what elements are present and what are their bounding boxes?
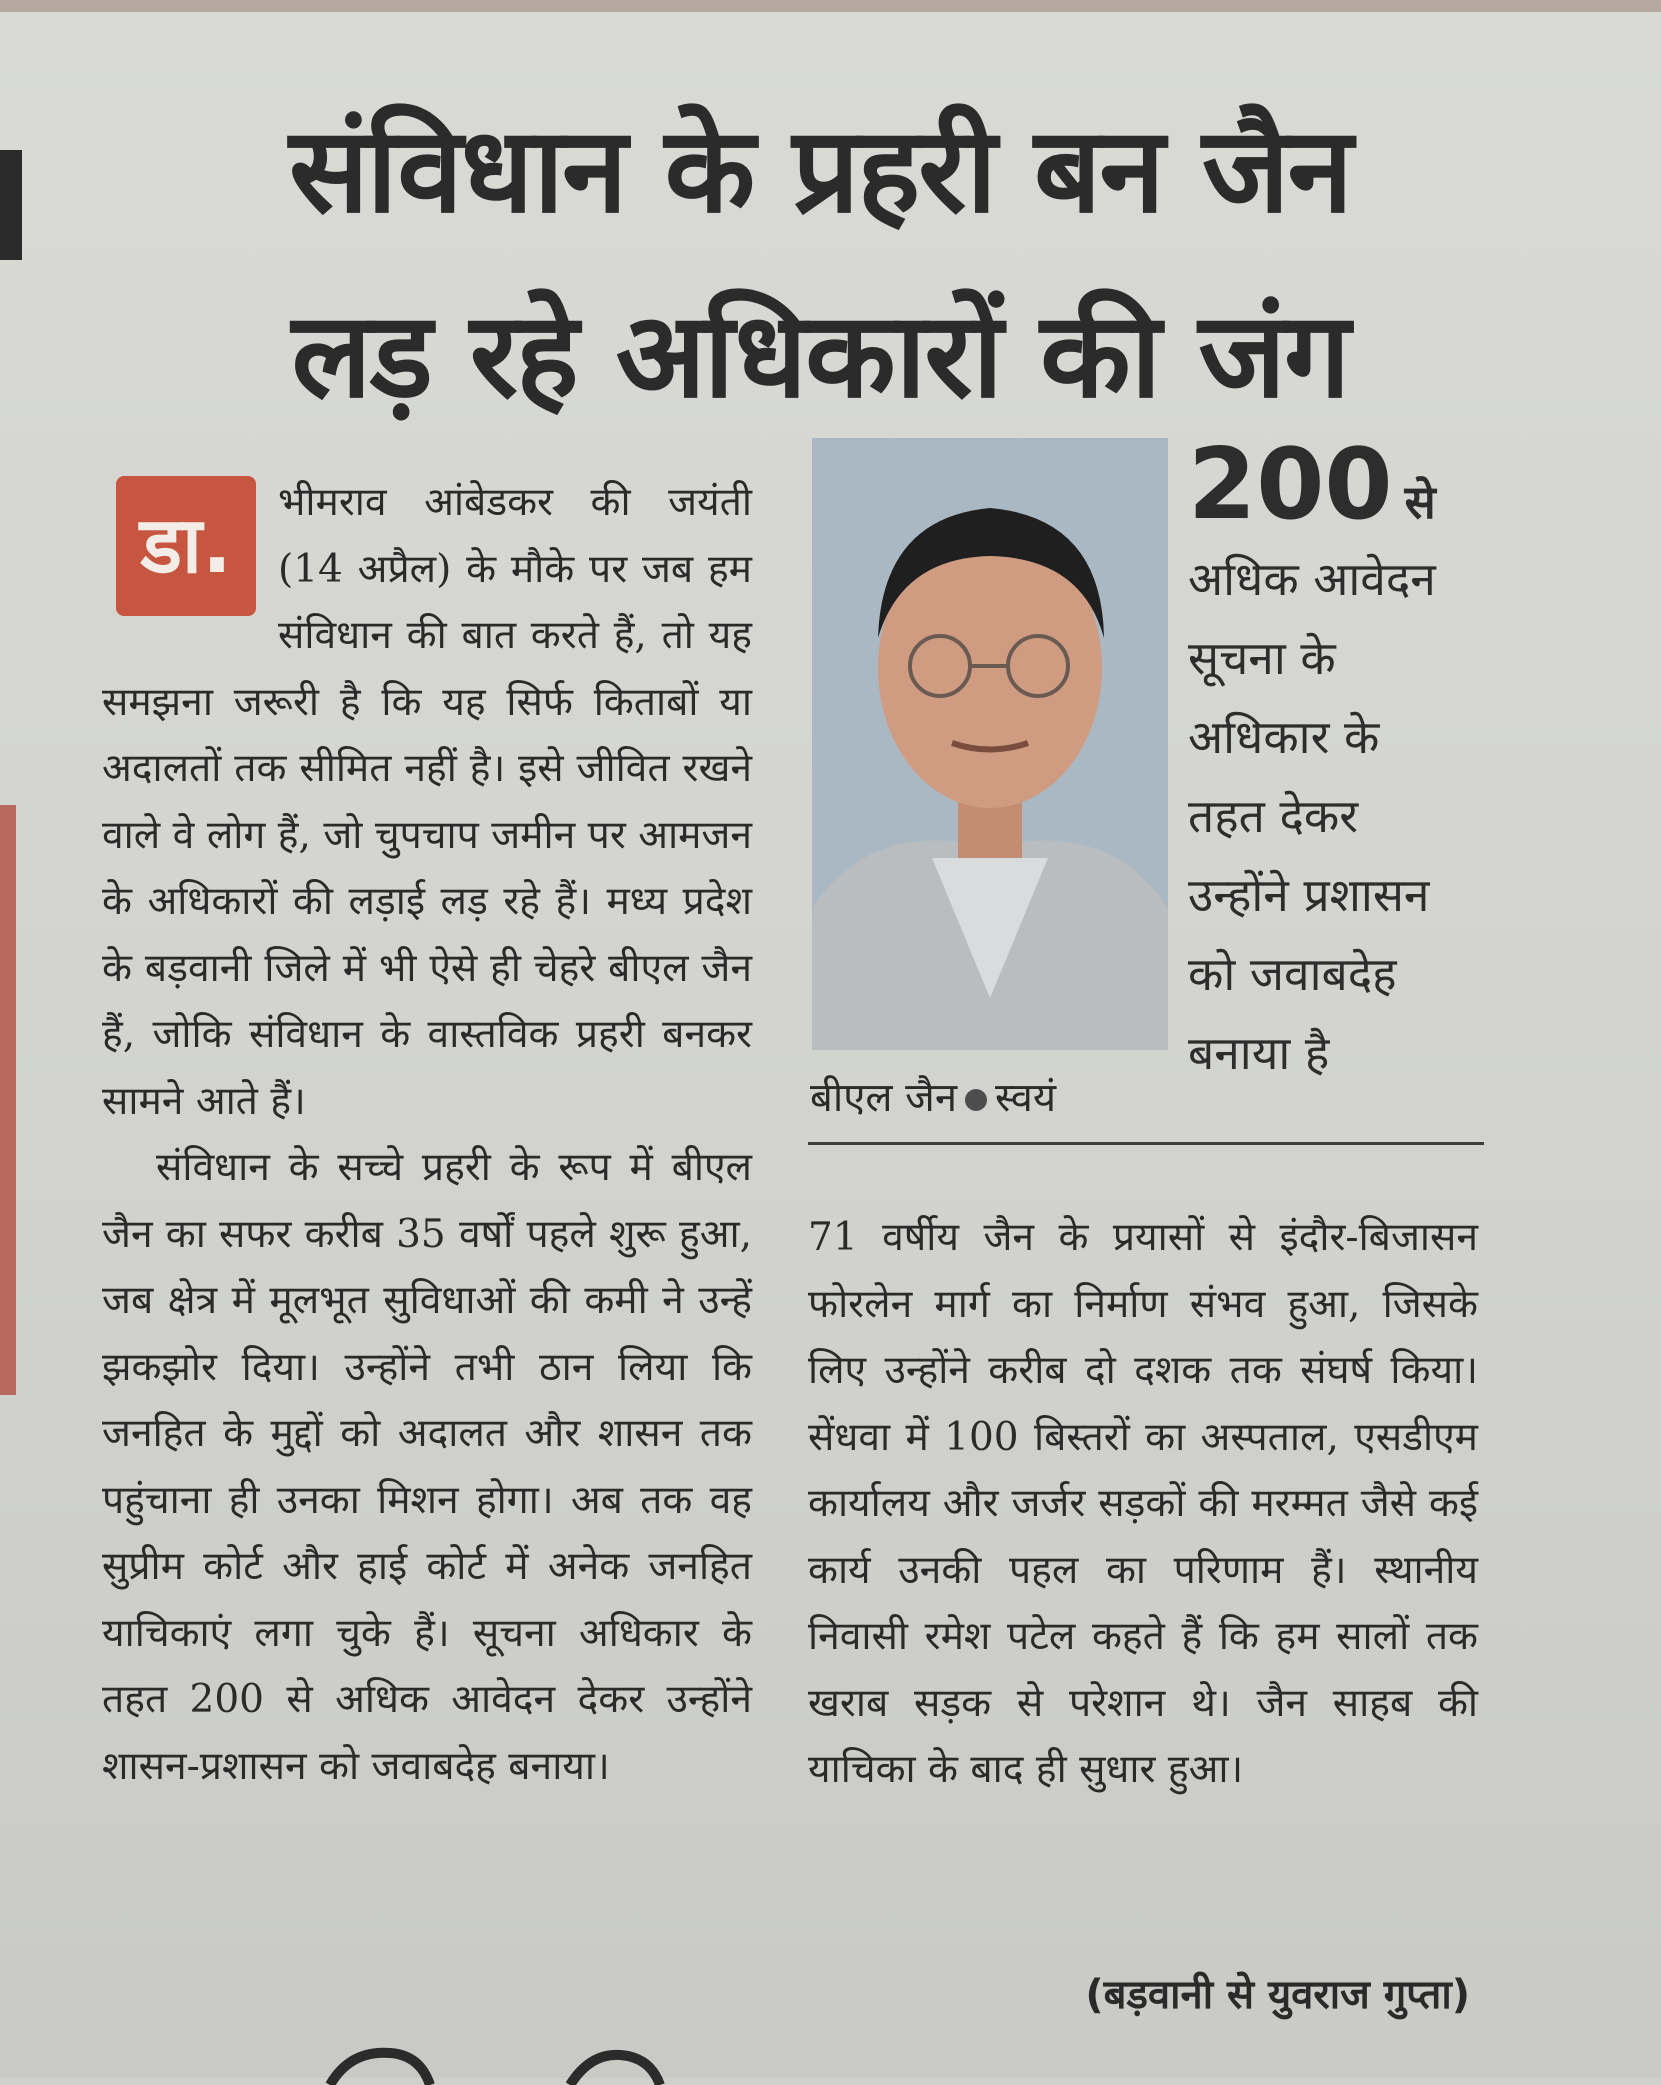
adjacent-column-red-strip bbox=[0, 805, 16, 1395]
highlight-line: तहत देकर bbox=[1188, 789, 1359, 843]
article-paragraph-1: भीमराव आंबेडकर की जयंती (14 अप्रैल) के मौके पर जब हम संविधान की बात करते हैं, तो यह समझना जरूरी है कि यह सिर्फ किताबों या अदालतों तक सीमित नहीं है। इसे जीवित रखने वाले वे लोग हैं, जो चुपचाप जमीन पर आमजन के अधिकारों की लड़ाई लड़ रहे हैं। मध्य प्रदेश के बड़वानी जिले में भी ऐसे ही चेहरे बीएल जैन हैं, जोकि संविधान के वास्तविक प्रहरी बनकर सामने आते हैं। bbox=[102, 480, 752, 1124]
page-top-edge bbox=[0, 0, 1661, 12]
drop-cap: डा. bbox=[116, 476, 256, 616]
bullet-dot-icon bbox=[965, 1089, 987, 1111]
article-paragraph-3: 71 वर्षीय जैन के प्रयासों से इंदौर-बिजासन फोरलेन मार्ग का निर्माण संभव हुआ, जिसके लिए उन्होंने करीब दो दशक तक संघर्ष किया। सेंधवा में 100 बिस्तरों का अस्पताल, एसडीएम कार्यालय और जर्जर सड़कों की मरम्मत जैसे कई कार्य उनकी पहल का परिणाम हैं। स्थानीय निवासी रमेश पटेल कहते हैं कि हम सालों तक खराब सड़क से परेशान थे। जैन साहब की याचिका के बाद ही सुधार हुआ। bbox=[808, 1215, 1478, 1792]
highlight-box bbox=[1188, 430, 1528, 1093]
headline-line-2: लड़ रहे अधिकारों की जंग bbox=[291, 286, 1349, 424]
adjacent-column-bar bbox=[0, 150, 22, 260]
photo-caption bbox=[810, 1068, 1250, 1123]
highlight-unit: से bbox=[1404, 475, 1436, 529]
byline: (बड़वानी से युवराज गुप्ता) bbox=[1085, 1972, 1470, 2018]
article-left-column bbox=[102, 470, 752, 1800]
caption-credit: स्वयं bbox=[995, 1075, 1057, 1121]
portrait-illustration bbox=[812, 438, 1168, 1050]
highlight-line: उन्होंने प्रशासन bbox=[1188, 868, 1430, 922]
highlight-line: सूचना के bbox=[1188, 631, 1336, 685]
portrait-photo bbox=[812, 438, 1168, 1050]
next-article-fragment bbox=[320, 2045, 680, 2085]
highlight-line: अधिकार के bbox=[1188, 710, 1380, 764]
highlight-line: बनाया है bbox=[1188, 1026, 1330, 1080]
headline-line-1: संविधान के प्रहरी बन जैन bbox=[288, 101, 1352, 239]
caption-name: बीएल जैन bbox=[810, 1075, 958, 1121]
highlight-line: को जवाबदेह bbox=[1188, 947, 1397, 1001]
section-divider bbox=[808, 1142, 1484, 1145]
highlight-number: 200 bbox=[1188, 428, 1393, 542]
highlight-line: अधिक आवेदन bbox=[1188, 552, 1436, 606]
article-paragraph-2: संविधान के सच्चे प्रहरी के रूप में बीएल जैन का सफर करीब 35 वर्षों पहले शुरू हुआ, जब क्षेत्र में मूलभूत सुविधाओं की कमी ने उन्हें झकझोर दिया। उन्होंने तभी ठान लिया कि जनहित के मुद्दों को अदालत और शासन तक पहुंचाना ही उनका मिशन होगा। अब तक वह सुप्रीम कोर्ट और हाई कोर्ट में अनेक जनहित याचिकाएं लगा चुके हैं। सूचना अधिकार के तहत 200 से अधिक आवेदन देकर उन्होंने शासन-प्रशासन को जवाबदेह बनाया। bbox=[102, 1145, 752, 1789]
article-right-column bbox=[808, 1205, 1478, 1804]
